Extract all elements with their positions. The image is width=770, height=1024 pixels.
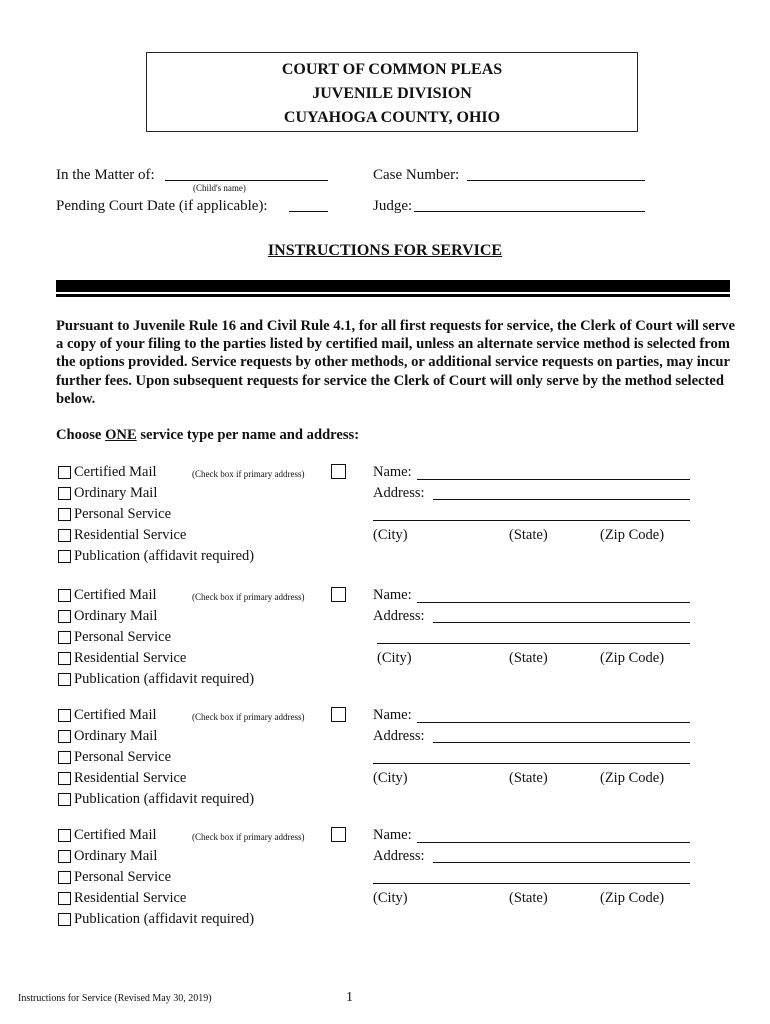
publication-label: Publication (affidavit required) [74,911,255,927]
ordinary-mail-checkbox[interactable] [58,730,71,743]
residential-service-label: Residential Service [74,650,187,666]
page-title: INSTRUCTIONS FOR SERVICE [267,242,503,259]
court-header [146,52,638,132]
residential-service-label: Residential Service [74,527,187,543]
divider-bar-thin [56,294,730,297]
residential-service-label: Residential Service [74,890,187,906]
case-number-label: Case Number: [373,167,460,183]
residential-service-checkbox[interactable] [58,772,71,785]
publication-checkbox[interactable] [58,673,71,686]
state-label: (State) [509,527,548,543]
divider-bar [56,280,730,292]
name-label: Name: [373,464,412,480]
ordinary-mail-label: Ordinary Mail [74,728,158,744]
personal-service-checkbox[interactable] [58,751,71,764]
residential-service-checkbox[interactable] [58,892,71,905]
address-field[interactable] [433,622,690,623]
primary-address-label: (Check box if primary address) [192,592,305,602]
publication-label: Publication (affidavit required) [74,791,255,807]
name-field[interactable] [417,602,690,603]
address-line2-field[interactable] [373,763,690,764]
zip-code-label: (Zip Code) [600,650,665,666]
ordinary-mail-checkbox[interactable] [58,610,71,623]
primary-address-label: (Check box if primary address) [192,712,305,722]
childs-name-caption: (Child's name) [193,183,246,193]
choose-emphasis: ONE [105,427,137,443]
ordinary-mail-checkbox[interactable] [58,487,71,500]
address-label: Address: [373,485,425,501]
choose-prefix: Choose [56,427,106,443]
city-label: (City) [373,527,408,543]
address-label: Address: [373,608,425,624]
primary-address-label: (Check box if primary address) [192,832,305,842]
residential-service-checkbox[interactable] [58,652,71,665]
certified-mail-checkbox[interactable] [58,709,71,722]
name-field[interactable] [417,479,690,480]
page-number: 1 [346,990,353,1005]
county-name: CUYAHOGA COUNTY, OHIO [283,109,501,126]
court-name: COURT OF COMMON PLEAS [281,61,503,78]
address-label: Address: [373,728,425,744]
certified-mail-label: Certified Mail [74,587,157,603]
address-field[interactable] [433,742,690,743]
name-field[interactable] [417,722,690,723]
state-label: (State) [509,770,548,786]
personal-service-label: Personal Service [74,869,172,885]
child-name-field[interactable] [165,180,328,181]
primary-address-checkbox[interactable] [331,587,346,602]
city-label: (City) [377,650,412,666]
personal-service-checkbox[interactable] [58,631,71,644]
judge-label: Judge: [373,198,413,214]
personal-service-label: Personal Service [74,749,172,765]
address-line2-field[interactable] [377,643,690,644]
certified-mail-label: Certified Mail [74,827,157,843]
name-label: Name: [373,587,412,603]
address-line2-field[interactable] [373,520,690,521]
ordinary-mail-label: Ordinary Mail [74,608,158,624]
personal-service-checkbox[interactable] [58,871,71,884]
address-field[interactable] [433,862,690,863]
certified-mail-label: Certified Mail [74,464,157,480]
certified-mail-label: Certified Mail [74,707,157,723]
publication-label: Publication (affidavit required) [74,671,255,687]
name-label: Name: [373,707,412,723]
certified-mail-checkbox[interactable] [58,589,71,602]
ordinary-mail-label: Ordinary Mail [74,485,158,501]
ordinary-mail-checkbox[interactable] [58,850,71,863]
personal-service-label: Personal Service [74,629,172,645]
ordinary-mail-label: Ordinary Mail [74,848,158,864]
pending-court-date-field[interactable] [289,211,328,212]
publication-label: Publication (affidavit required) [74,548,255,564]
address-label: Address: [373,848,425,864]
name-label: Name: [373,827,412,843]
matter-label: In the Matter of: [56,167,155,183]
personal-service-checkbox[interactable] [58,508,71,521]
pending-court-date-label: Pending Court Date (if applicable): [56,198,268,214]
certified-mail-checkbox[interactable] [58,466,71,479]
state-label: (State) [509,890,548,906]
residential-service-label: Residential Service [74,770,187,786]
publication-checkbox[interactable] [58,550,71,563]
primary-address-checkbox[interactable] [331,464,346,479]
address-line2-field[interactable] [373,883,690,884]
judge-field[interactable] [414,211,645,212]
primary-address-checkbox[interactable] [331,827,346,842]
state-label: (State) [509,650,548,666]
city-label: (City) [373,890,408,906]
publication-checkbox[interactable] [58,913,71,926]
zip-code-label: (Zip Code) [600,770,665,786]
primary-address-label: (Check box if primary address) [192,469,305,479]
choose-instruction [56,427,359,444]
residential-service-checkbox[interactable] [58,529,71,542]
address-field[interactable] [433,499,690,500]
certified-mail-checkbox[interactable] [58,829,71,842]
division-name: JUVENILE DIVISION [312,85,472,102]
personal-service-label: Personal Service [74,506,172,522]
choose-suffix: service type per name and address: [136,427,360,443]
zip-code-label: (Zip Code) [600,890,665,906]
case-number-field[interactable] [467,180,645,181]
publication-checkbox[interactable] [58,793,71,806]
city-label: (City) [373,770,408,786]
name-field[interactable] [417,842,690,843]
primary-address-checkbox[interactable] [331,707,346,722]
zip-code-label: (Zip Code) [600,527,665,543]
instructions-paragraph: Pursuant to Juvenile Rule 16 and Civil Rule 4.1, for all first requests for service, the Clerk of Court will serve a copy of your filing to the parties listed by certified mail, unless an alternate service method is selected from the options provided. Service requests by other methods, or additional service requests on parties, may incur further fees. Upon subsequent requests for service the Clerk of Court will only serve by the method selected below. [56,318,735,407]
revision-footer: Instructions for Service (Revised May 30, 2019) [18,993,212,1004]
